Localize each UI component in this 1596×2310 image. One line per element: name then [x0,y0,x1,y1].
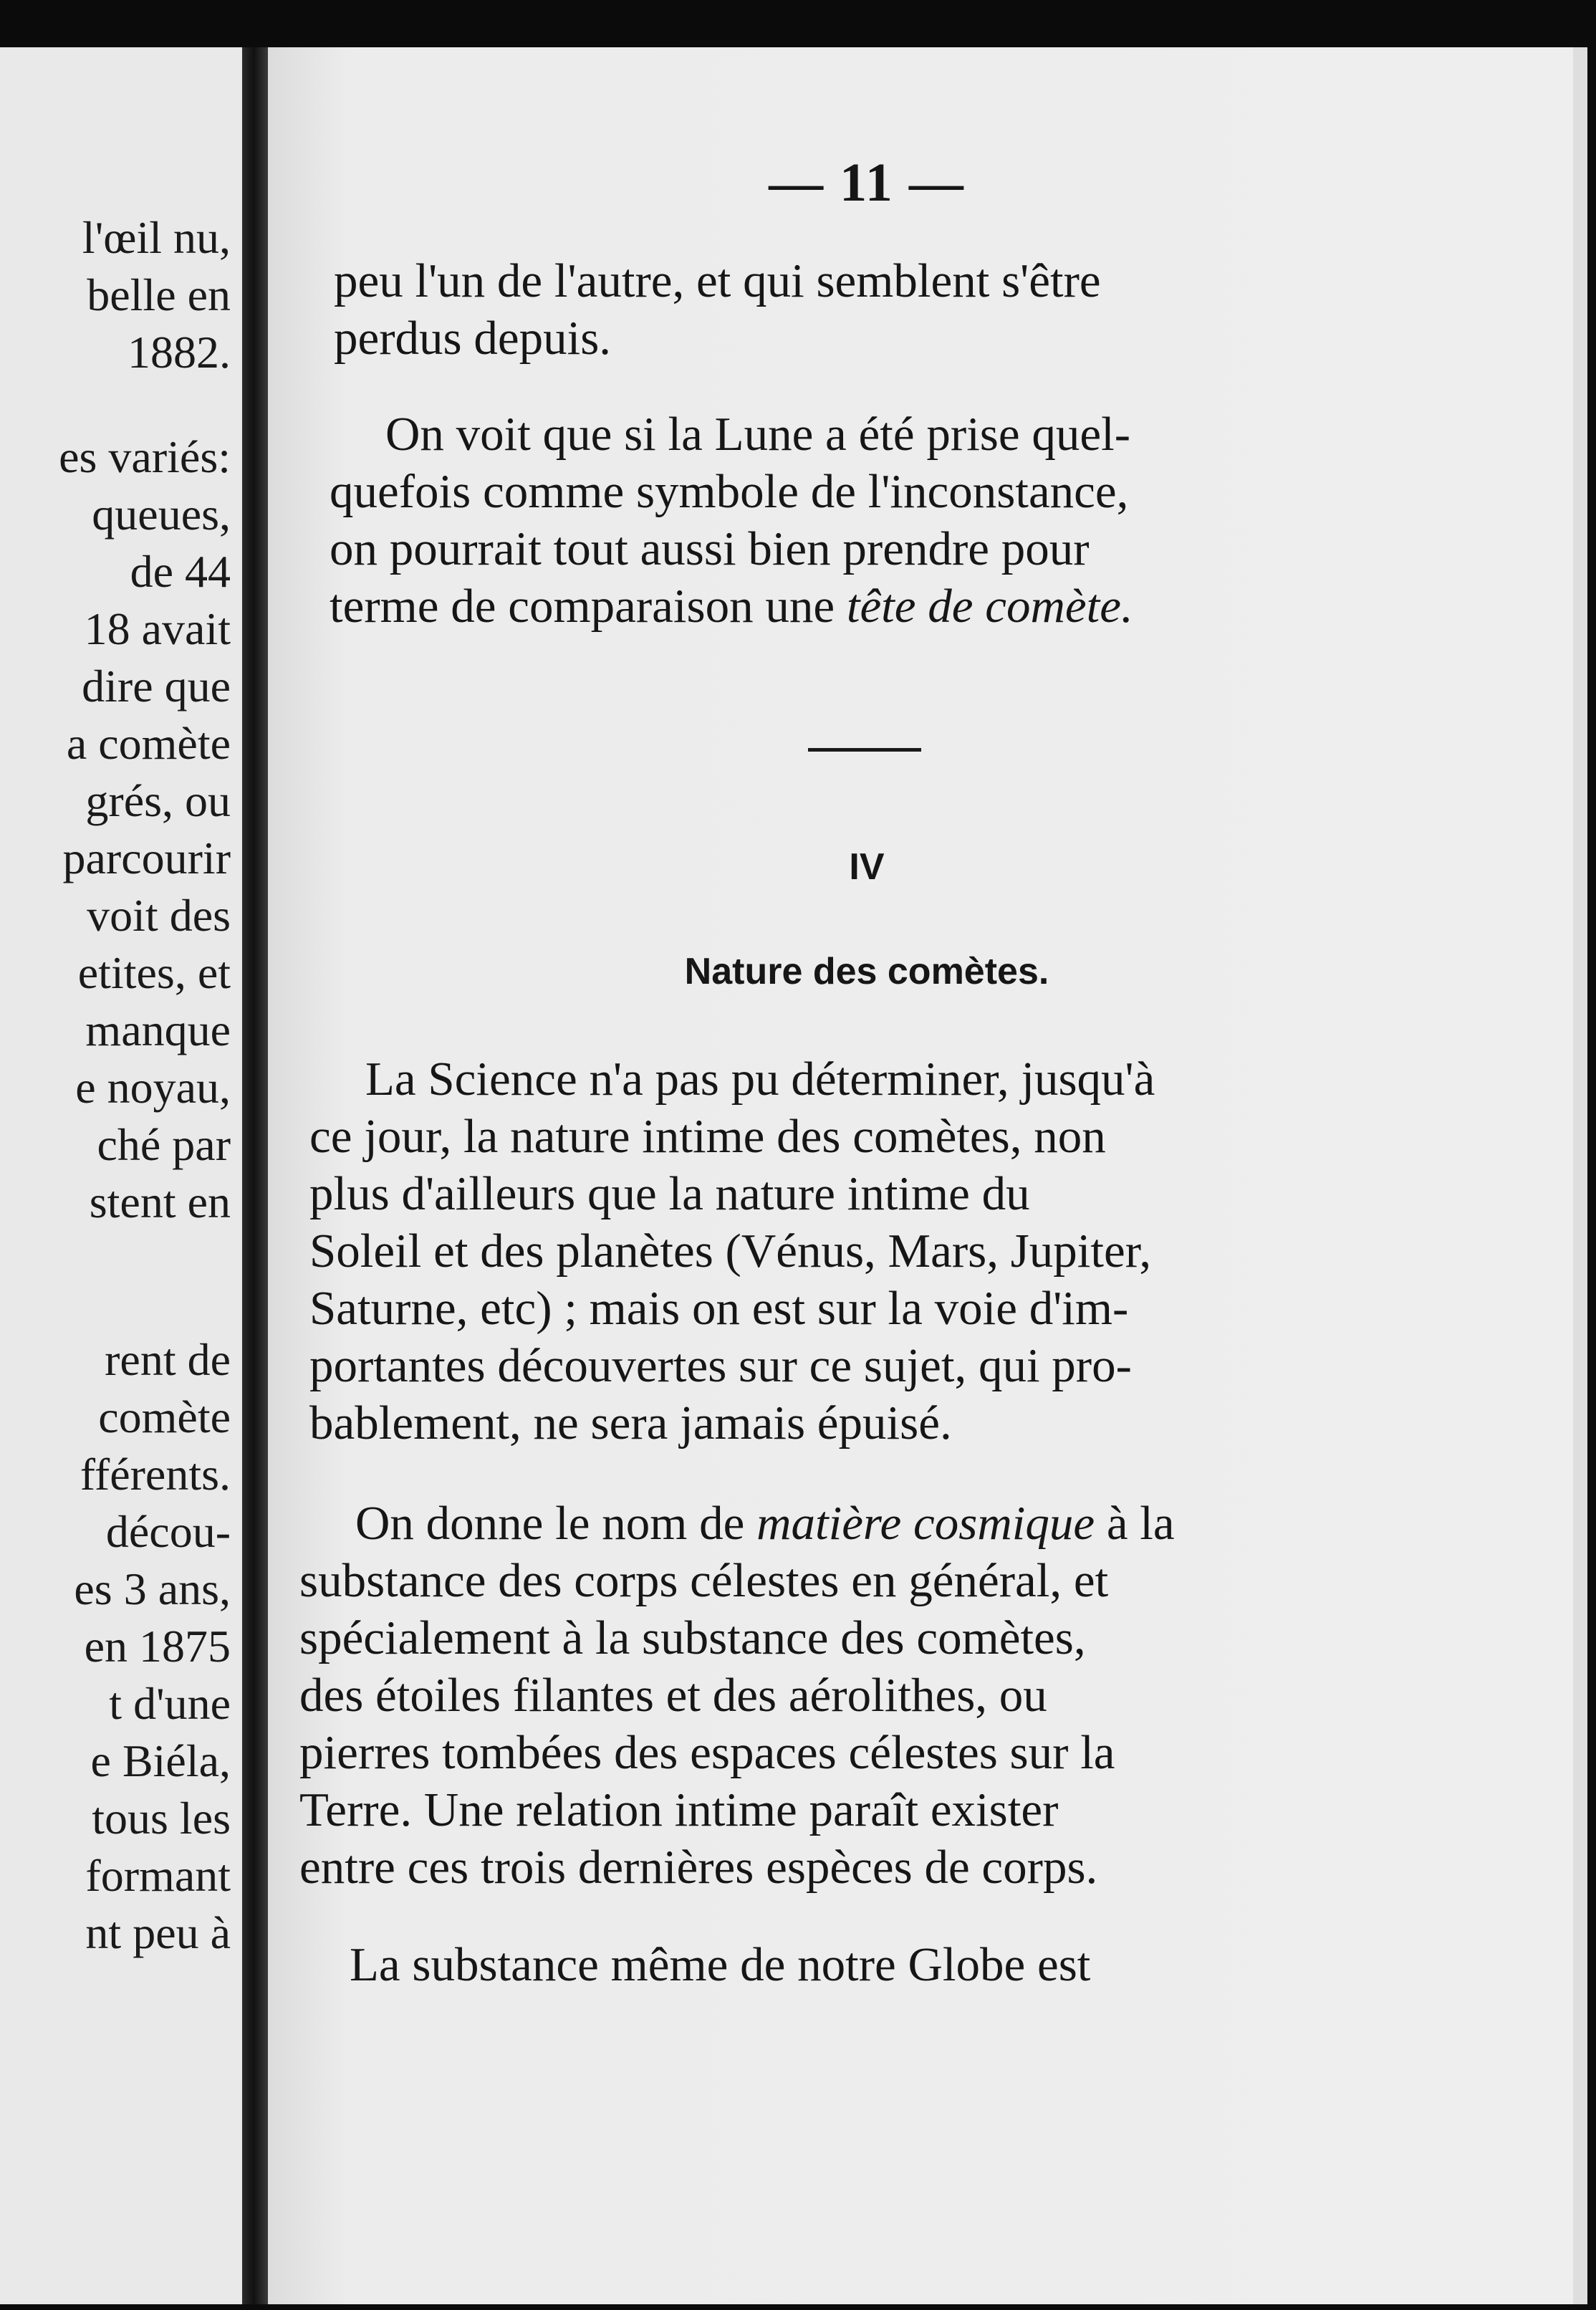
page-edge [1573,47,1587,2304]
text-line: Terre. Une relation intime paraît exister [299,1783,1059,1836]
text-line: perdus depuis. [334,312,612,365]
left-page-line: dire que [82,661,231,711]
section-title: Nature des comètes. [684,951,1049,992]
text-line: portantes découvertes sur ce sujet, qui pro- [309,1339,1132,1392]
left-page [0,47,242,2304]
left-page-line: es 3 ans, [74,1563,231,1614]
paragraph-globe [294,1936,1368,1993]
text-line: bablement, ne sera jamais épuisé. [309,1396,952,1449]
text-line: Soleil et des planètes (Vénus, Mars, Jupiter, [309,1225,1152,1278]
left-page-line: e Biéla, [90,1735,231,1786]
left-page-line: en 1875 [84,1621,231,1672]
section-number: IV [849,846,885,888]
text-line: pierres tombées des espaces célestes sur la [299,1726,1115,1779]
left-page-line: nt peu à [85,1907,231,1958]
left-page-line: queues, [92,489,231,540]
paragraph-matiere-cosmique [299,1495,1374,1896]
text-line: La Science n'a pas pu déterminer, jusqu'à [365,1053,1155,1106]
left-page-line: e noyau, [75,1062,231,1113]
left-page-line: ché par [97,1119,231,1170]
text-line: plus d'ailleurs que la nature intime du [309,1167,1030,1220]
text-line: peu l'un de l'autre, et qui semblent s'être [334,254,1101,307]
text-line: des étoiles filantes et des aérolithes, ou [299,1669,1047,1722]
left-page-line: décou- [105,1506,231,1557]
text-line: entre ces trois dernières espèces de corps. [299,1841,1098,1894]
left-page-line: a comète [66,718,231,769]
text-fragment: On donne le nom de [355,1497,745,1550]
left-page-line: tous les [92,1793,231,1844]
text-line: Saturne, etc) ; mais on est sur la voie d'im- [309,1282,1129,1335]
page-number: — 11 — [769,153,965,213]
left-page-line: etites, et [77,947,231,998]
text-line: substance des corps célestes en général, et [299,1554,1109,1607]
left-page-line: 18 avait [84,603,231,654]
text-fragment: terme de comparaison une [330,580,835,633]
paragraph-lune [330,406,1404,635]
paragraph-continuation [334,252,1408,367]
paragraph-science [309,1050,1384,1452]
text-line: quefois comme symbole de l'inconstance, [330,465,1129,518]
text-line: ce jour, la nature intime des comètes, non [309,1110,1106,1163]
text-line [330,578,1404,635]
italic-term: matière cosmique [756,1497,1095,1550]
left-page-line: rent de [105,1334,231,1385]
text-line: La substance même de notre Globe est [350,1938,1091,1991]
left-page-line: fférents. [80,1449,231,1500]
left-page-line: l'œil nu, [82,212,231,263]
text-line: On voit que si la Lune a été prise quel- [385,408,1131,461]
left-page-line: grés, ou [85,775,231,826]
left-page-line: t d'une [109,1678,231,1729]
left-page-line: manque [85,1005,231,1055]
book-gutter [242,47,268,2304]
italic-term: tête de comète. [846,580,1133,633]
text-line [299,1495,1374,1552]
left-page-line: stent en [89,1176,231,1227]
left-page-line: voit des [87,890,231,941]
left-page-line: es variés: [59,431,231,482]
left-page-line: 1882. [128,327,231,378]
left-page-line: belle en [87,269,231,320]
text-line: on pourrait tout aussi bien prendre pour [330,522,1090,575]
left-page-line: formant [85,1850,231,1901]
section-divider [808,748,921,752]
left-page-line: de 44 [130,546,231,597]
text-fragment: à la [1106,1497,1175,1550]
left-page-line: parcourir [62,833,231,883]
left-page-line: comète [98,1391,231,1442]
text-line: spécialement à la substance des comètes, [299,1611,1086,1664]
